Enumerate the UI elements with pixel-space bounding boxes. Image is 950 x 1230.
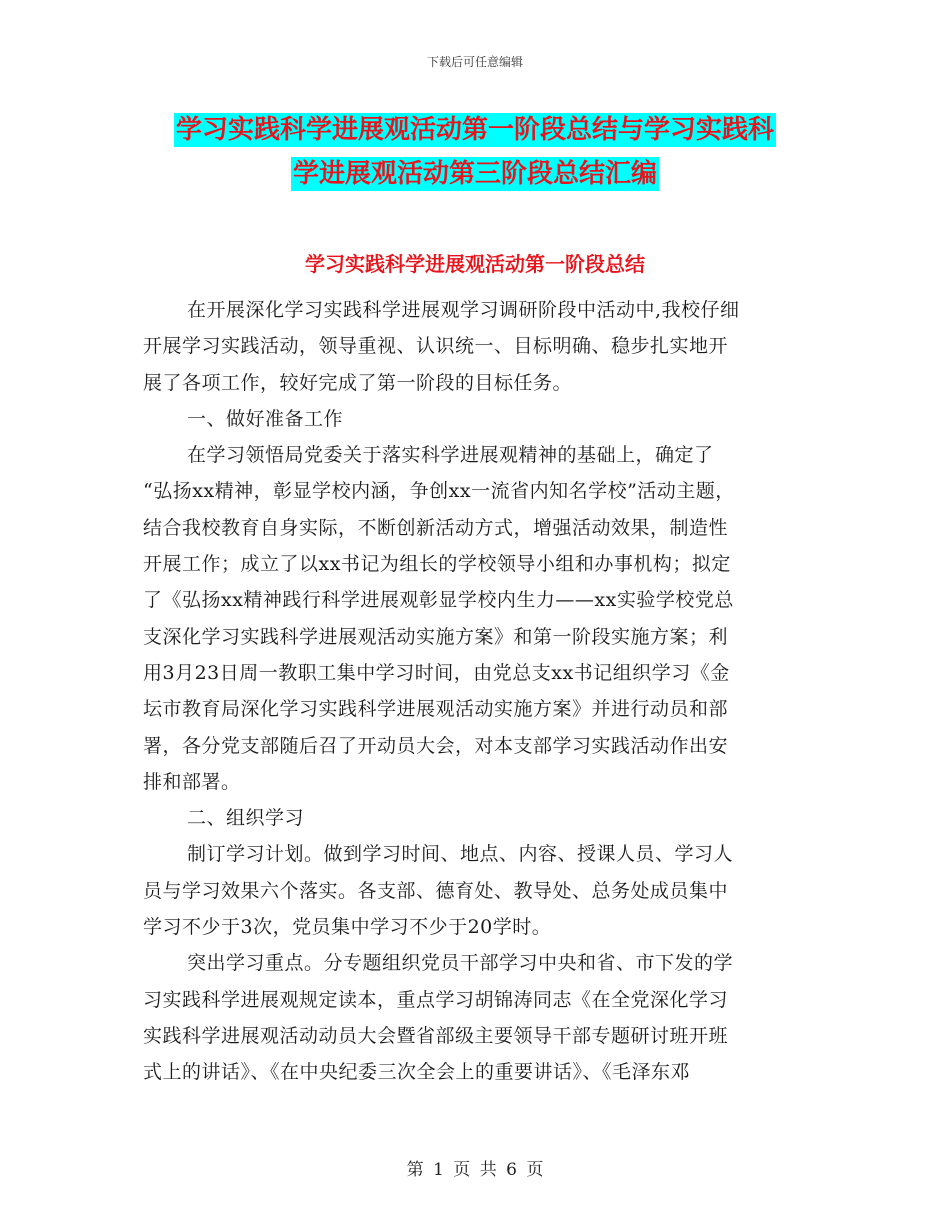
- body-line: 员与学习效果六个落实。各支部、德育处、教导处、总务处成员集中: [143, 879, 729, 902]
- body-line: 支深化学习实践科学进展观活动实施方案》和第一阶段实施方案；利: [143, 625, 729, 648]
- section-title: 学习实践科学进展观活动第一阶段总结: [305, 252, 645, 276]
- body-line: 坛市教育局深化学习实践科学进展观活动实施方案》并进行动员和部: [143, 698, 729, 721]
- document-title-text-1: 学习实践科学进展观活动第一阶段总结与学习实践科: [175, 115, 774, 145]
- body-line: 在开展深化学习实践科学进展观学习调研阶段中活动中,我校仔细: [187, 299, 740, 321]
- body-line: 署，各分党支部随后召了开动员大会，对本支部学习实践活动作出安: [143, 734, 729, 757]
- body-line: 突出学习重点。分专题组织党员干部学习中央和省、市下发的学: [187, 952, 734, 975]
- document-title-line-1: [0, 112, 950, 148]
- subheading: 一、做好准备工作: [187, 407, 344, 430]
- body-line: 在学习领悟局党委关于落实科学进展观精神的基础上，确定了: [187, 444, 714, 467]
- document-title-line-2: [0, 156, 950, 192]
- body-line: 学习不少于3次，党员集中学习不少于20学时。: [143, 916, 552, 939]
- body-line: 结合我校教育自身实际，不断创新活动方式，增强活动效果，制造性: [143, 516, 729, 539]
- body-line: 实践科学进展观活动动员大会暨省部级主要领导干部专题研讨班开班: [143, 1024, 729, 1047]
- body-line: 展了各项工作，较好完成了第一阶段的目标任务。: [143, 371, 573, 394]
- body-line: 排和部署。: [143, 770, 241, 793]
- body-line: 习实践科学进展观规定读本，重点学习胡锦涛同志《在全党深化学习: [143, 988, 729, 1011]
- body-line: 用3月23日周一教职工集中学习时间，由党总支xx书记组织学习《金: [143, 661, 730, 684]
- header-note: 下载后可任意编辑: [426, 55, 523, 69]
- body-line: 开展工作；成立了以xx书记为组长的学校领导小组和办事机构；拟定: [143, 553, 731, 576]
- body-line: 式上的讲话》、《在中央纪委三次全会上的重要讲话》、《毛泽东邓: [143, 1061, 691, 1084]
- body-text: [143, 292, 813, 1091]
- body-line: 了《弘扬xx精神践行科学进展观彰显学校内生力——xx实验学校党总: [143, 589, 734, 612]
- body-line: “弘扬xx精神，彰显学校内涵，争创xx一流省内知名学校”活动主题，: [143, 480, 735, 503]
- body-line: 制订学习计划。做到学习时间、地点、内容、授课人员、学习人: [187, 843, 734, 866]
- body-line: 开展学习实践活动，领导重视、认识统一、目标明确、稳步扎实地开: [143, 335, 729, 358]
- page-footer: 第 1 页 共 6 页: [406, 1160, 544, 1180]
- subheading: 二、组织学习: [187, 807, 305, 830]
- document-title-text-2: 学进展观活动第三阶段总结汇编: [292, 159, 657, 189]
